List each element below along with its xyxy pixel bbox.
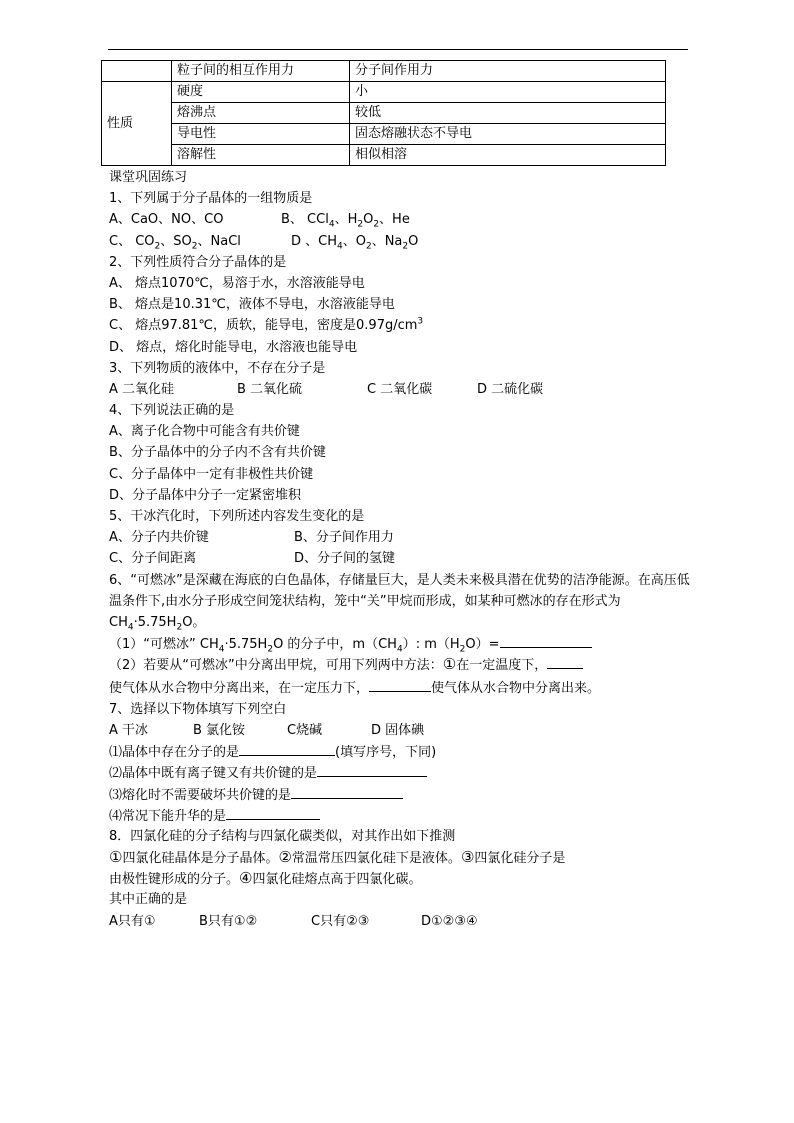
blank-item: ⑷常况下能升华的是 xyxy=(109,805,699,826)
option-d: D、分子晶体中分子一定紧密堆积 xyxy=(109,487,302,503)
table-cell-value: 分子间作用力 xyxy=(350,61,666,82)
table-cell-label: 粒子间的相互作用力 xyxy=(172,61,350,82)
option-d: D、分子间的氢键 xyxy=(294,551,396,567)
table-row xyxy=(102,145,666,166)
header-rule xyxy=(108,49,688,50)
option-a: A、CaO、NO、CO xyxy=(109,212,224,228)
option-a: A、分子内共价键 xyxy=(109,530,209,546)
answer-blank[interactable] xyxy=(547,654,583,669)
sub-question-2: （2）若要从“可燃冰”中分离出甲烷，可用下列两中方法：①在一定温度下， 使气体从水合物中分离出来，在一定压力下， 使气体从水合物中分离出来。 xyxy=(109,655,601,696)
option-b: B只有①② xyxy=(199,913,258,929)
options-row xyxy=(109,231,699,252)
table-cell-empty xyxy=(102,61,172,82)
table-cell-label: 导电性 xyxy=(172,124,350,145)
option-d: D 固体碘 xyxy=(371,722,425,738)
options-row xyxy=(109,720,699,741)
properties-table xyxy=(101,60,666,166)
blank-item: ⑶熔化时不需要破坏共价键的是 xyxy=(109,784,699,805)
blank-item: ⑴晶体中存在分子的是 (填写序号，下同) xyxy=(109,741,699,762)
answer-blank[interactable] xyxy=(369,677,431,692)
answer-blank[interactable] xyxy=(239,741,335,756)
table-cell-label: 熔沸点 xyxy=(172,103,350,124)
section-title: 课堂巩固练习 xyxy=(109,170,188,185)
option-a: A、 熔点1070℃，易溶于水，水溶液能导电 xyxy=(109,275,365,291)
table-cell-value: 固态熔融状态不导电 xyxy=(350,124,666,145)
table-row xyxy=(102,124,666,145)
options-row xyxy=(109,379,699,400)
table-row xyxy=(102,61,666,82)
options-row xyxy=(109,527,699,548)
option-c: C 二氧化碳 xyxy=(367,381,433,397)
table-row xyxy=(102,103,666,124)
option-d: D、 熔点，熔化时能导电，水溶液也能导电 xyxy=(109,339,358,355)
option-b: B、分子晶体中的分子内不含有共价键 xyxy=(109,445,326,461)
option-a: A、离子化合物中可能含有共价键 xyxy=(109,424,300,440)
option-b: B、分子间作用力 xyxy=(294,530,394,546)
option-a: A 干冰 xyxy=(109,722,149,738)
question-paragraph: 6、“可燃冰”是深藏在海底的白色晶体，存储量巨大，是人类未来极具潜在优势的洁净能源。在高压低温条件下,由水分子形成空间笼状结构，笼中“关”甲烷而形成，如某种可燃冰的存在形式为 $CH_4\cdot 5.75H_2O$。 xyxy=(109,572,690,633)
blank-item: ⑵晶体中既有离子键又有共价键的是 xyxy=(109,762,699,783)
statement-row: ①四氯化硅晶体是分子晶体。②常温常压四氯化硅下是液体。③四氯化硅分子是 xyxy=(109,848,566,867)
sub-question-1: （1）“可燃冰” $CH_4\cdot 5.75H_2O$ 的分子中，$m(CH_4)$: $m(H_2O)=$ xyxy=(109,633,699,654)
option-a: A 二氧化硅 xyxy=(109,381,175,397)
statement-row: 由极性键形成的分子。④四氯化硅熔点高于四氯化碳。 xyxy=(109,869,422,888)
question-stem: 1、下列属于分子晶体的一组物质是 xyxy=(109,191,313,207)
option-c: C、分子晶体中一定有非极性共价键 xyxy=(109,466,314,482)
question-stem: 8．四氯化硅的分子结构与四氯化碳类似，对其作出如下推测 xyxy=(109,828,456,844)
table-row xyxy=(102,82,666,103)
answer-blank[interactable] xyxy=(291,784,403,799)
option-d: D 、$CH_4$、$O_2$、$Na_2O$ xyxy=(291,233,419,252)
table-group-label: 性质 xyxy=(102,82,172,166)
option-c: C、 $CO_2$、$SO_2$、NaCl xyxy=(109,233,241,252)
option-d: D 二硫化碳 xyxy=(477,381,544,397)
option-c: C烧碱 xyxy=(287,722,323,738)
option-a: A只有① xyxy=(109,913,156,929)
option-b: B、 熔点是10.31℃，液体不导电，水溶液能导电 xyxy=(109,297,395,313)
answer-blank[interactable] xyxy=(500,633,592,648)
answer-blank[interactable] xyxy=(226,805,320,820)
table-cell-value: 小 xyxy=(350,82,666,103)
table-cell-label: 溶解性 xyxy=(172,145,350,166)
options-row xyxy=(109,548,699,569)
question-stem: 3、下列物质的液体中，不存在分子是 xyxy=(109,360,326,376)
options-row xyxy=(109,209,699,230)
options-row xyxy=(109,911,699,932)
option-c: C只有②③ xyxy=(311,913,370,929)
option-c: C、 熔点97.81℃，质软，能导电，密度是$0.97g/cm^3$ xyxy=(109,316,424,334)
option-b: B、 CCl$_4$、$H_2O_2$、He xyxy=(281,212,410,230)
option-d: D①②③④ xyxy=(421,913,478,929)
question-ask: 其中正确的是 xyxy=(109,892,188,908)
option-c: C、分子间距离 xyxy=(109,551,197,567)
table-cell-value: 较低 xyxy=(350,103,666,124)
question-stem: 7、选择以下物体填写下列空白 xyxy=(109,701,287,717)
answer-blank[interactable] xyxy=(317,762,427,777)
table-cell-label: 硬度 xyxy=(172,82,350,103)
option-b: B 二氧化硫 xyxy=(237,381,303,397)
question-stem: 5、干冰汽化时，下列所述内容发生变化的是 xyxy=(109,509,365,524)
question-stem: 2、下列性质符合分子晶体的是 xyxy=(109,254,287,270)
question-stem: 4、下列说法正确的是 xyxy=(109,403,235,419)
option-b: B 氯化铵 xyxy=(193,722,246,738)
exercise-content xyxy=(109,167,699,932)
table-cell-value: 相似相溶 xyxy=(350,145,666,166)
